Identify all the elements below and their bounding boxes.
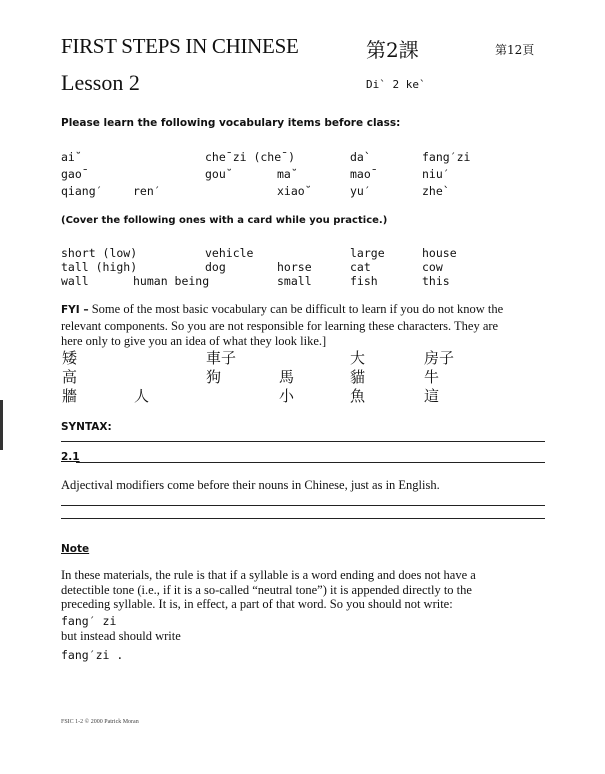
pinyin-cell: che¯zi (che¯) — [205, 150, 296, 164]
title-chinese: 第2課 — [366, 38, 419, 62]
pinyin-cell: ai˘ — [61, 150, 82, 164]
english-cell: cow — [422, 260, 443, 274]
hanzi-cell: 車子 — [206, 349, 237, 367]
cover-instruction: (Cover the following ones with a card while you practice.) — [61, 215, 388, 226]
pinyin-cell: ren′ — [133, 184, 161, 198]
fyi-line — [61, 302, 551, 319]
page-title: FIRST STEPS IN CHINESE — [61, 34, 299, 58]
hanzi-cell: 小 — [279, 387, 295, 405]
fyi-line: relevant components. So you are not responsible for learning these characters. They are — [61, 318, 499, 333]
note-paragraph — [61, 568, 551, 612]
pinyin-cell: ma˘ — [277, 167, 298, 181]
vocab-instruction: Please learn the following vocabulary items before class: — [61, 117, 401, 129]
english-cell: cat — [350, 260, 371, 274]
right-example: fang′zi . — [61, 648, 124, 662]
pinyin-cell: yu′ — [350, 184, 371, 198]
scan-edge-mark — [0, 400, 3, 450]
pinyin-cell: xiao˘ — [277, 184, 312, 198]
fyi-line: here only to give you an idea of what they look like.] — [61, 334, 327, 348]
english-cell: dog — [205, 260, 226, 274]
english-cell: small — [277, 274, 312, 288]
english-cell: this — [422, 274, 450, 288]
fyi-paragraph — [61, 302, 551, 350]
hanzi-cell: 這 — [424, 387, 440, 405]
page-number-label: 第12頁 — [495, 43, 535, 57]
hanzi-cell: 牛 — [424, 368, 440, 386]
lesson-pinyin: Di` 2 ke` — [366, 78, 426, 91]
note-line: detectible tone (i.e., if it is a so-called “neutral tone”) it is appended directly to the — [61, 582, 472, 597]
section-number: 2.1 — [61, 451, 80, 463]
hanzi-cell: 大 — [350, 349, 366, 367]
pinyin-cell: da` — [350, 150, 371, 164]
hanzi-cell: 房子 — [424, 349, 455, 367]
instead-text: but instead should write — [61, 629, 181, 643]
divider — [61, 505, 545, 506]
english-cell: fish — [350, 274, 378, 288]
fyi-label: FYI – — [61, 304, 89, 316]
english-cell: large — [350, 246, 385, 260]
footer-copyright: FSIC 1-2 © 2000 Patrick Moran — [61, 719, 139, 725]
hanzi-cell: 矮 — [62, 349, 78, 367]
syntax-text: Adjectival modifiers come before their nouns in Chinese, just as in English. — [61, 478, 440, 492]
hanzi-cell: 牆 — [62, 387, 78, 405]
english-cell: house — [422, 246, 457, 260]
hanzi-cell: 魚 — [350, 387, 366, 405]
hanzi-cell: 馬 — [279, 368, 295, 386]
syntax-heading: SYNTAX: — [61, 421, 112, 433]
english-cell: horse — [277, 260, 312, 274]
pinyin-cell: gao¯ — [61, 167, 89, 181]
divider — [61, 441, 545, 442]
pinyin-cell: mao¯ — [350, 167, 378, 181]
english-cell: tall (high) — [61, 260, 138, 274]
english-cell: wall — [61, 274, 89, 288]
note-line: In these materials, the rule is that if a syllable is a word ending and does not have a — [61, 568, 476, 582]
pinyin-cell: qiang′ — [61, 184, 103, 198]
pinyin-cell: zhe` — [422, 184, 450, 198]
fyi-text: Some of the most basic vocabulary can be difficult to learn if you do not know the — [91, 302, 504, 316]
english-cell: vehicle — [205, 246, 254, 260]
hanzi-cell: 貓 — [350, 368, 366, 386]
note-line: preceding syllable. It is, in effect, a part of that word. So you should not write: — [61, 597, 453, 611]
hanzi-cell: 高 — [62, 368, 78, 386]
hanzi-cell: 狗 — [206, 368, 222, 386]
pinyin-cell: fang′zi — [422, 150, 471, 164]
lesson-title: Lesson 2 — [61, 70, 140, 95]
wrong-example: fang′ zi — [61, 614, 117, 628]
pinyin-cell: gou˘ — [205, 167, 233, 181]
pinyin-cell: niu′ — [422, 167, 450, 181]
english-cell: human being — [133, 274, 210, 288]
hanzi-cell: 人 — [134, 387, 150, 405]
note-heading: Note — [61, 543, 90, 555]
divider — [76, 462, 545, 463]
english-cell: short (low) — [61, 246, 138, 260]
divider — [61, 518, 545, 519]
